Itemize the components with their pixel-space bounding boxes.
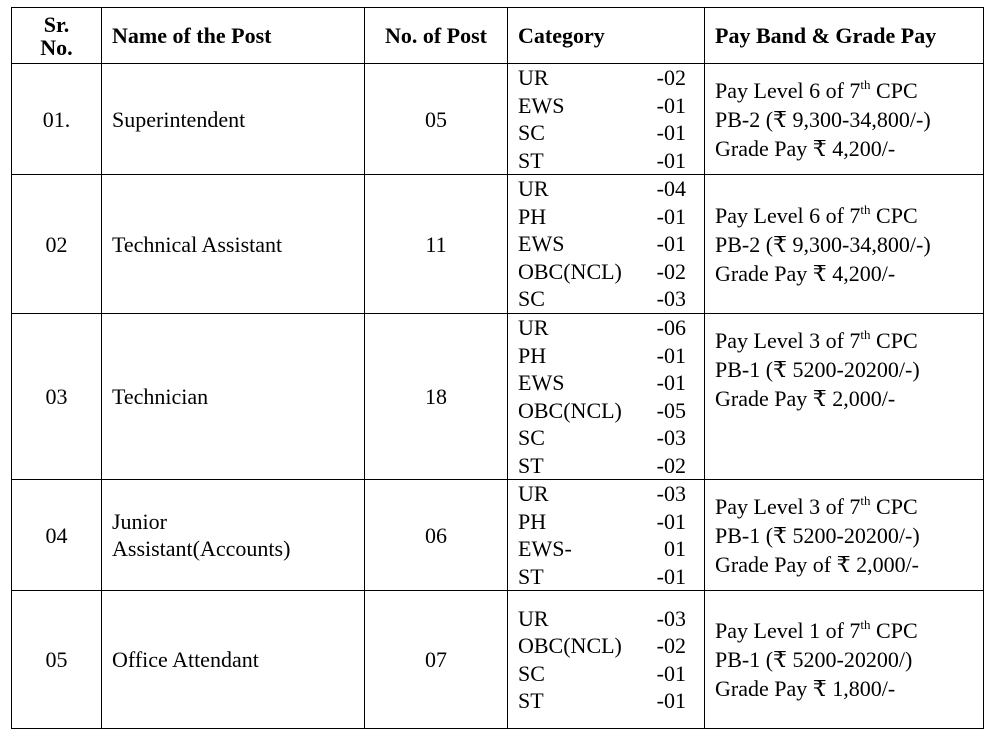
category-label: UR (518, 481, 549, 506)
row-post-name (102, 175, 365, 314)
category-item (518, 480, 686, 508)
header-sr-line2: No. (40, 34, 73, 60)
category-count: -01 (656, 370, 686, 395)
grade-pay: Grade Pay ₹ 4,200/- (715, 260, 896, 286)
row-post-count: 11 (365, 175, 508, 314)
post-name-line2: Assistant(Accounts) (112, 536, 291, 561)
row-post-count: 05 (365, 64, 508, 175)
row-post-name (102, 480, 365, 591)
category-item (518, 369, 686, 397)
pay-level-suffix: CPC (870, 328, 918, 353)
category-item (518, 452, 686, 480)
post-name-line1: Technical Assistant (112, 231, 283, 257)
post-name-line1: Technician (112, 384, 209, 409)
row-pay-band (705, 64, 984, 175)
grade-pay: Grade Pay of ₹ 2,000/- (715, 551, 920, 577)
category-item (518, 314, 686, 342)
category-label: EWS (518, 231, 565, 257)
category-count: -01 (656, 120, 686, 145)
category-item (518, 605, 686, 633)
category-count: -02 (656, 258, 686, 284)
category-count: -01 (656, 92, 686, 118)
header-category: Category (508, 8, 705, 64)
pay-band: PB-1 (₹ 5200-20200/-) (715, 357, 920, 382)
category-count: -01 (656, 508, 686, 534)
category-item (518, 397, 686, 425)
category-label: UR (518, 605, 549, 631)
category-count: -03 (656, 425, 686, 450)
category-label: EWS- (518, 536, 572, 561)
row-sr-no: 05 (12, 591, 102, 729)
category-item (518, 535, 686, 563)
pay-level-suffix: CPC (870, 493, 918, 519)
row-category-list (508, 175, 705, 314)
category-item (518, 508, 686, 536)
category-count: -05 (656, 397, 686, 423)
category-count: -02 (656, 452, 686, 478)
row-post-name (102, 591, 365, 729)
pay-level-text: Pay Level 3 of 7 (715, 328, 861, 353)
category-count: 01 (664, 536, 686, 561)
pay-level-ordinal: th (860, 201, 871, 217)
category-count: -01 (656, 342, 686, 368)
table-row (12, 591, 984, 729)
pay-level-text: Pay Level 6 of 7 (715, 77, 861, 103)
row-post-name (102, 314, 365, 480)
header-sr-no (12, 8, 102, 64)
row-sr-no: 01. (12, 64, 102, 175)
category-label: UR (518, 176, 549, 202)
category-label: SC (518, 660, 545, 686)
category-item (518, 203, 686, 231)
row-post-count: 18 (365, 314, 508, 480)
category-label: SC (518, 286, 545, 312)
category-count: -06 (656, 315, 686, 340)
category-item (518, 119, 686, 147)
grade-pay: Grade Pay ₹ 4,200/- (715, 135, 896, 161)
row-pay-band (705, 480, 984, 591)
header-sr-line1: Sr. (43, 11, 70, 37)
pay-level-text: Pay Level 1 of 7 (715, 618, 861, 643)
row-pay-band (705, 591, 984, 729)
category-item (518, 563, 686, 591)
posts-table (11, 7, 984, 729)
category-count: -02 (656, 633, 686, 658)
category-item (518, 64, 686, 92)
row-category-list (508, 591, 705, 729)
category-item (518, 258, 686, 286)
category-count: -01 (656, 147, 686, 173)
category-count: -03 (656, 605, 686, 631)
category-item (518, 424, 686, 452)
table-row (12, 175, 984, 314)
category-count: -03 (656, 481, 686, 506)
category-count: -02 (656, 65, 686, 90)
pay-level (715, 201, 983, 230)
row-post-count: 07 (365, 591, 508, 729)
post-name-line1: Office Attendant (112, 647, 259, 672)
category-item (518, 632, 686, 660)
pay-band: PB-1 (₹ 5200-20200/) (715, 647, 913, 672)
row-post-name (102, 64, 365, 175)
category-label: PH (518, 342, 547, 368)
pay-level-ordinal: th (860, 327, 871, 342)
pay-level-ordinal: th (860, 617, 871, 632)
category-label: SC (518, 120, 545, 145)
pay-level-ordinal: th (860, 76, 871, 92)
category-item (518, 687, 686, 715)
row-sr-no: 02 (12, 175, 102, 314)
pay-level (715, 76, 983, 105)
table-row (12, 480, 984, 591)
category-item (518, 660, 686, 688)
grade-pay: Grade Pay ₹ 1,800/- (715, 676, 896, 701)
row-category-list (508, 480, 705, 591)
row-sr-no: 04 (12, 480, 102, 591)
category-item (518, 230, 686, 258)
category-item (518, 147, 686, 175)
row-category-list (508, 64, 705, 175)
pay-level-ordinal: th (860, 492, 871, 508)
category-label: ST (518, 147, 544, 173)
header-post-count: No. of Post (365, 8, 508, 64)
post-name-line1: Superintendent (112, 106, 246, 132)
category-label: UR (518, 65, 549, 90)
category-label: OBC(NCL) (518, 258, 622, 284)
header-post-name: Name of the Post (102, 8, 365, 64)
pay-level (715, 492, 983, 521)
row-pay-band (705, 314, 984, 480)
grade-pay: Grade Pay ₹ 2,000/- (715, 386, 896, 411)
category-label: SC (518, 425, 545, 450)
category-count: -01 (656, 688, 686, 713)
category-label: ST (518, 688, 544, 713)
category-count: -01 (656, 203, 686, 229)
header-pay-band: Pay Band & Grade Pay (705, 8, 984, 64)
post-name-line1: Junior (112, 509, 167, 534)
row-sr-no: 03 (12, 314, 102, 480)
category-label: ST (518, 452, 544, 478)
category-label: OBC(NCL) (518, 633, 622, 658)
row-pay-band (705, 175, 984, 314)
category-item (518, 342, 686, 370)
pay-band: PB-2 (₹ 9,300-34,800/-) (715, 231, 931, 257)
category-count: -04 (656, 176, 686, 202)
pay-level-text: Pay Level 3 of 7 (715, 493, 861, 519)
category-count: -01 (656, 231, 686, 257)
table-row (12, 314, 984, 480)
row-post-count: 06 (365, 480, 508, 591)
table-row (12, 64, 984, 175)
category-label: UR (518, 315, 549, 340)
pay-level (715, 326, 983, 355)
category-label: PH (518, 203, 547, 229)
category-count: -01 (656, 563, 686, 589)
pay-level (715, 616, 983, 645)
category-label: OBC(NCL) (518, 397, 622, 423)
row-category-list (508, 314, 705, 480)
pay-level-suffix: CPC (870, 202, 918, 228)
category-count: -01 (656, 660, 686, 686)
category-count: -03 (656, 286, 686, 312)
pay-band: PB-2 (₹ 9,300-34,800/-) (715, 106, 931, 132)
category-label: PH (518, 508, 547, 534)
pay-level-text: Pay Level 6 of 7 (715, 202, 861, 228)
pay-level-suffix: CPC (870, 77, 918, 103)
header-row (12, 8, 984, 64)
category-item (518, 285, 686, 313)
pay-band: PB-1 (₹ 5200-20200/-) (715, 522, 920, 548)
category-label: ST (518, 563, 544, 589)
category-item (518, 92, 686, 120)
category-item (518, 175, 686, 203)
category-label: EWS (518, 92, 565, 118)
pay-level-suffix: CPC (870, 618, 918, 643)
category-label: EWS (518, 370, 565, 395)
